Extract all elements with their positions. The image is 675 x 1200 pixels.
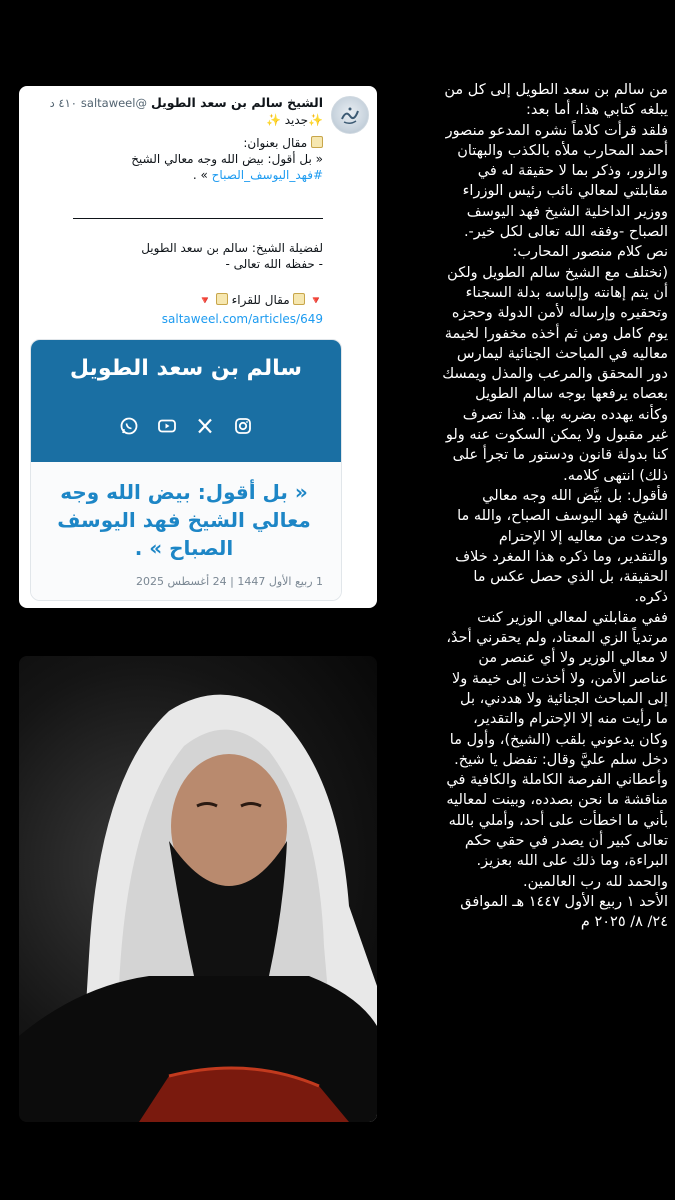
letter-line: وكان يدعوني بلقب (الشيخ)، وأول ما [449,731,668,748]
letter-line: ذلك) انتهى كلامه. [563,467,668,484]
letter-line: تعالى كبير أن يصدر في حقي حكم [464,832,668,849]
letter-line: لا معالي الوزير ولا أي عنصر من [478,650,668,667]
article-site-title: سالم بن سعد الطويل [69,356,303,381]
letter-line: ذكره. [634,589,668,606]
letter-line: الصباح -وفقه الله تعالى لكل خير-. [463,224,668,241]
sheikh-portrait-photo [19,656,377,1122]
social-icons [31,416,341,436]
instagram-icon[interactable] [233,416,253,436]
article-body [31,462,341,601]
new-badge: ✨جديد ✨ [265,113,323,127]
letter-text [385,80,668,932]
x-icon[interactable] [195,416,215,436]
author-credit-line: لفضيلة الشيخ: سالم بن سعد الطويل [141,241,323,255]
article-banner [31,340,341,462]
letter-line: ٢٤/ ٨/ ٢٠٢٥ م [580,914,668,931]
calligraphy-logo-icon [337,102,363,128]
letter-line: (نختلف مع الشيخ سالم الطويل ولكن [447,264,668,281]
letter-line: فأقول: بل بيَّض الله وجه معالي [482,487,668,504]
letter-line: وجدت من معاليه إلا الإحترام [498,528,668,545]
author-name[interactable]: الشيخ سالم بن سعد الطويل [150,95,323,110]
headline-line: « بل أقول: بيض الله وجه [60,480,308,504]
tweet-time[interactable]: ٤١٠ د [49,96,77,110]
letter-line: بأني ما اخطأت على أحد، وأملي بالله [448,812,668,829]
letter-line: مرتدياً الزي المعتاد، ولم يحقرني أحدٌ، [446,630,668,647]
letter-line: وأعطاني الفرصة الكاملة والكافية في [446,772,668,789]
letter-line: وكأنه يهدده بضربه بها.. هذا تصرف [462,406,668,423]
letter-line: أن يتم إهانته وإلباسه بدلة السجناء [465,284,668,301]
letter-line: ووزير الداخلية الشيخ فهد اليوسف [466,203,668,220]
tweet-header [27,94,323,112]
article-preview-card[interactable] [30,339,342,601]
letter-line: مناقشة ما نحن بصدده، وبينت لمعاليه [446,792,668,809]
youtube-icon[interactable] [157,416,177,436]
letter-line: والتقدير، وما ذكره هذا المغرد خلاف [455,548,668,565]
hashtag-link[interactable]: #فهد_اليوسف_الصباح [211,168,323,182]
headline-line: الصباح » . [134,536,234,560]
tweet-author-credit [33,240,323,272]
author-blessing-line: - حفظه الله تعالى - [225,257,323,271]
letter-line: غير مقبول ولا يمكن السكوت عنه ولو [445,427,668,444]
tweet-intro: مقال بعنوان: [243,136,308,150]
memo-icon [293,293,305,305]
letter-line: ففي مقابلتي لمعالي الوزير كنت [477,609,668,626]
letter-line: أحمد المحارب ملأه بالكذب والبهتان [457,142,668,159]
letter-line: من سالم بن سعد الطويل إلى كل من [444,82,668,98]
cta-text: مقال للقراء [231,293,290,307]
letter-line: ما رأيت منه إلا الإحترام والتقدير، [473,711,668,728]
tweet-text [33,135,323,183]
letter-line: البراءة، وما ذلك على الله بعزيز. [476,853,668,870]
author-handle[interactable]: @saltaweel [80,96,147,110]
read-cta [198,292,323,309]
letter-line: والزور، وذكر بما لا حقيقة له في [477,163,668,180]
letter-line: عناصر الأمن، ولا أخذت إلى خيمة ولا [451,670,668,687]
down-triangle-icon: 🔻 [198,294,212,307]
letter-line: يبلغه كتابي هذا، أما بعد: [526,102,668,119]
article-date: 1 ربيع الأول 1447 | 24 أغسطس 2025 [135,575,323,588]
letter-line: دور المحقق والمرعب والمذل ويمسك [442,366,668,383]
letter-line: نص كلام منصور المحارب: [512,244,668,261]
letter-line: كنا بدولة قانون ودستور ما تجرأ على [452,447,668,464]
letter-line: مقابلتي لمعالي نائب رئيس الوزراء [462,183,668,200]
down-triangle-icon: 🔻 [309,294,323,307]
tweet-quote-line: « بل أقول: بيض الله وجه معالي الشيخ [131,152,323,166]
letter-line: وتحقيره وإرساله لأمن الدولة وحجزه [451,305,668,322]
tweet-quote-end: » . [192,168,212,182]
letter-line: الشيخ فهد اليوسف الصباح، والله ما [457,508,668,525]
avatar[interactable] [331,96,369,134]
letter-line: بعصاه يرفعها بوجه سالم الطويل [475,386,668,403]
letter-line: إلى المباحث الجنائية ولا هددني، بل [460,690,668,707]
article-headline[interactable] [41,478,327,562]
memo-icon [216,293,228,305]
letter-line: يوم كامل ومن ثم أخذه مخفورا لخيمة [444,325,668,342]
article-link[interactable]: saltaweel.com/articles/649 [161,312,323,326]
letter-line: الحقيقة، بل الذي حصل عكس ما [473,569,668,586]
headline-line: معالي الشيخ فهد اليوسف [57,508,311,532]
letter-line: والحمد لله رب العالمين. [523,873,668,890]
letter-line: دخل سلم عليَّ وقال: تفضل يا شيخ. [454,751,668,768]
letter-line: معاليه في المباحث الجنائية ليمارس [456,345,668,362]
tweet-card[interactable] [19,86,377,608]
memo-icon [311,136,323,148]
whatsapp-icon[interactable] [119,416,139,436]
letter-line: فلقد قرأت كلاماً نشره المدعو منصور [445,122,668,139]
divider [73,218,323,219]
letter-line: الأحد ١ ربيع الأول ١٤٤٧ هـ الموافق [460,893,668,910]
